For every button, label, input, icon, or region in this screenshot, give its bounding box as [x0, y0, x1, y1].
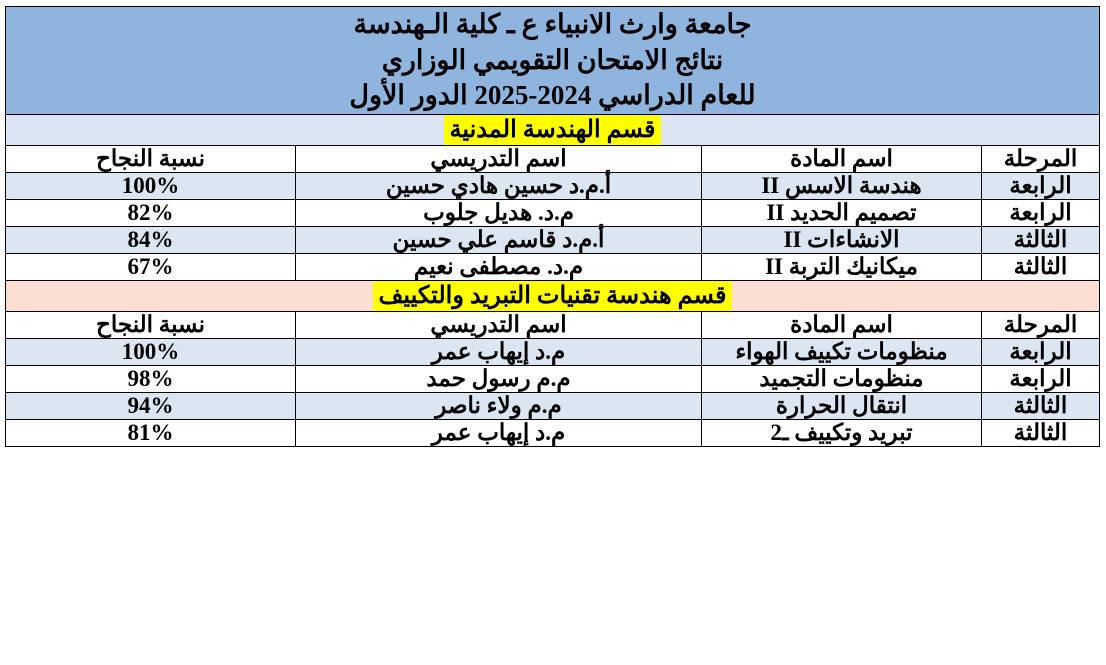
results-table	[5, 6, 1100, 447]
cell-teacher: أ.م.د قاسم علي حسين	[296, 226, 702, 253]
column-header-teacher: اسم التدريسي	[296, 145, 702, 172]
table-row	[6, 199, 1100, 226]
cell-stage: الثالثة	[982, 253, 1100, 280]
cell-subject: منظومات التجميد	[702, 365, 982, 392]
table-header-row	[6, 145, 1100, 172]
cell-rate: 81%	[6, 419, 296, 446]
column-header-rate: نسبة النجاح	[6, 311, 296, 338]
cell-stage: الرابعة	[982, 338, 1100, 365]
table-row	[6, 392, 1100, 419]
title-line-3: للعام الدراسي 2024-2025 الدور الأول	[349, 80, 756, 111]
table-row	[6, 365, 1100, 392]
cell-rate: 82%	[6, 199, 296, 226]
column-header-subject: اسم المادة	[702, 145, 982, 172]
column-header-stage: المرحلة	[982, 311, 1100, 338]
table-header-row	[6, 311, 1100, 338]
cell-teacher: م.د إيهاب عمر	[296, 338, 702, 365]
cell-subject: انتقال الحرارة	[702, 392, 982, 419]
cell-rate: 100%	[6, 338, 296, 365]
cell-stage: الثالثة	[982, 419, 1100, 446]
cell-stage: الرابعة	[982, 365, 1100, 392]
table-row	[6, 226, 1100, 253]
section-refrigeration-label: قسم هندسة تقنيات التبريد والتكييف	[373, 281, 733, 311]
cell-subject: هندسة الاسس II	[702, 172, 982, 199]
title-line-1: جامعة وارث الانبياء ع ـ كلية الـهندسة	[353, 9, 752, 39]
cell-stage: الثالثة	[982, 226, 1100, 253]
cell-rate: 98%	[6, 365, 296, 392]
cell-subject: تبريد وتكييف ـ2	[702, 419, 982, 446]
cell-subject: ميكانيك التربة II	[702, 253, 982, 280]
section-header-civil	[6, 114, 1100, 145]
column-header-rate: نسبة النجاح	[6, 145, 296, 172]
cell-subject: الانشاءات II	[702, 226, 982, 253]
cell-rate: 67%	[6, 253, 296, 280]
cell-teacher: م.م رسول حمد	[296, 365, 702, 392]
document-title	[6, 7, 1100, 115]
section-header-refrigeration	[6, 280, 1100, 311]
cell-rate: 94%	[6, 392, 296, 419]
title-row	[6, 7, 1100, 115]
cell-stage: الثالثة	[982, 392, 1100, 419]
table-row	[6, 419, 1100, 446]
table-row	[6, 338, 1100, 365]
cell-teacher: م.د. مصطفى نعيم	[296, 253, 702, 280]
cell-teacher: أ.م.د حسين هادي حسين	[296, 172, 702, 199]
column-header-stage: المرحلة	[982, 145, 1100, 172]
cell-subject: منظومات تكييف الهواء	[702, 338, 982, 365]
column-header-subject: اسم المادة	[702, 311, 982, 338]
cell-stage: الرابعة	[982, 199, 1100, 226]
section-civil-label: قسم الهندسة المدنية	[444, 115, 662, 145]
section-civil-cell	[6, 114, 1100, 145]
cell-teacher: م.د. هديل جلوب	[296, 199, 702, 226]
section-refrigeration-cell	[6, 280, 1100, 311]
cell-rate: 100%	[6, 172, 296, 199]
table-row	[6, 253, 1100, 280]
cell-subject: تصميم الحديد II	[702, 199, 982, 226]
column-header-teacher: اسم التدريسي	[296, 311, 702, 338]
title-line-2: نتائج الامتحان التقويمي الوزاري	[381, 44, 724, 75]
cell-teacher: م.د إيهاب عمر	[296, 419, 702, 446]
table-row	[6, 172, 1100, 199]
cell-rate: 84%	[6, 226, 296, 253]
cell-teacher: م.م ولاء ناصر	[296, 392, 702, 419]
cell-stage: الرابعة	[982, 172, 1100, 199]
